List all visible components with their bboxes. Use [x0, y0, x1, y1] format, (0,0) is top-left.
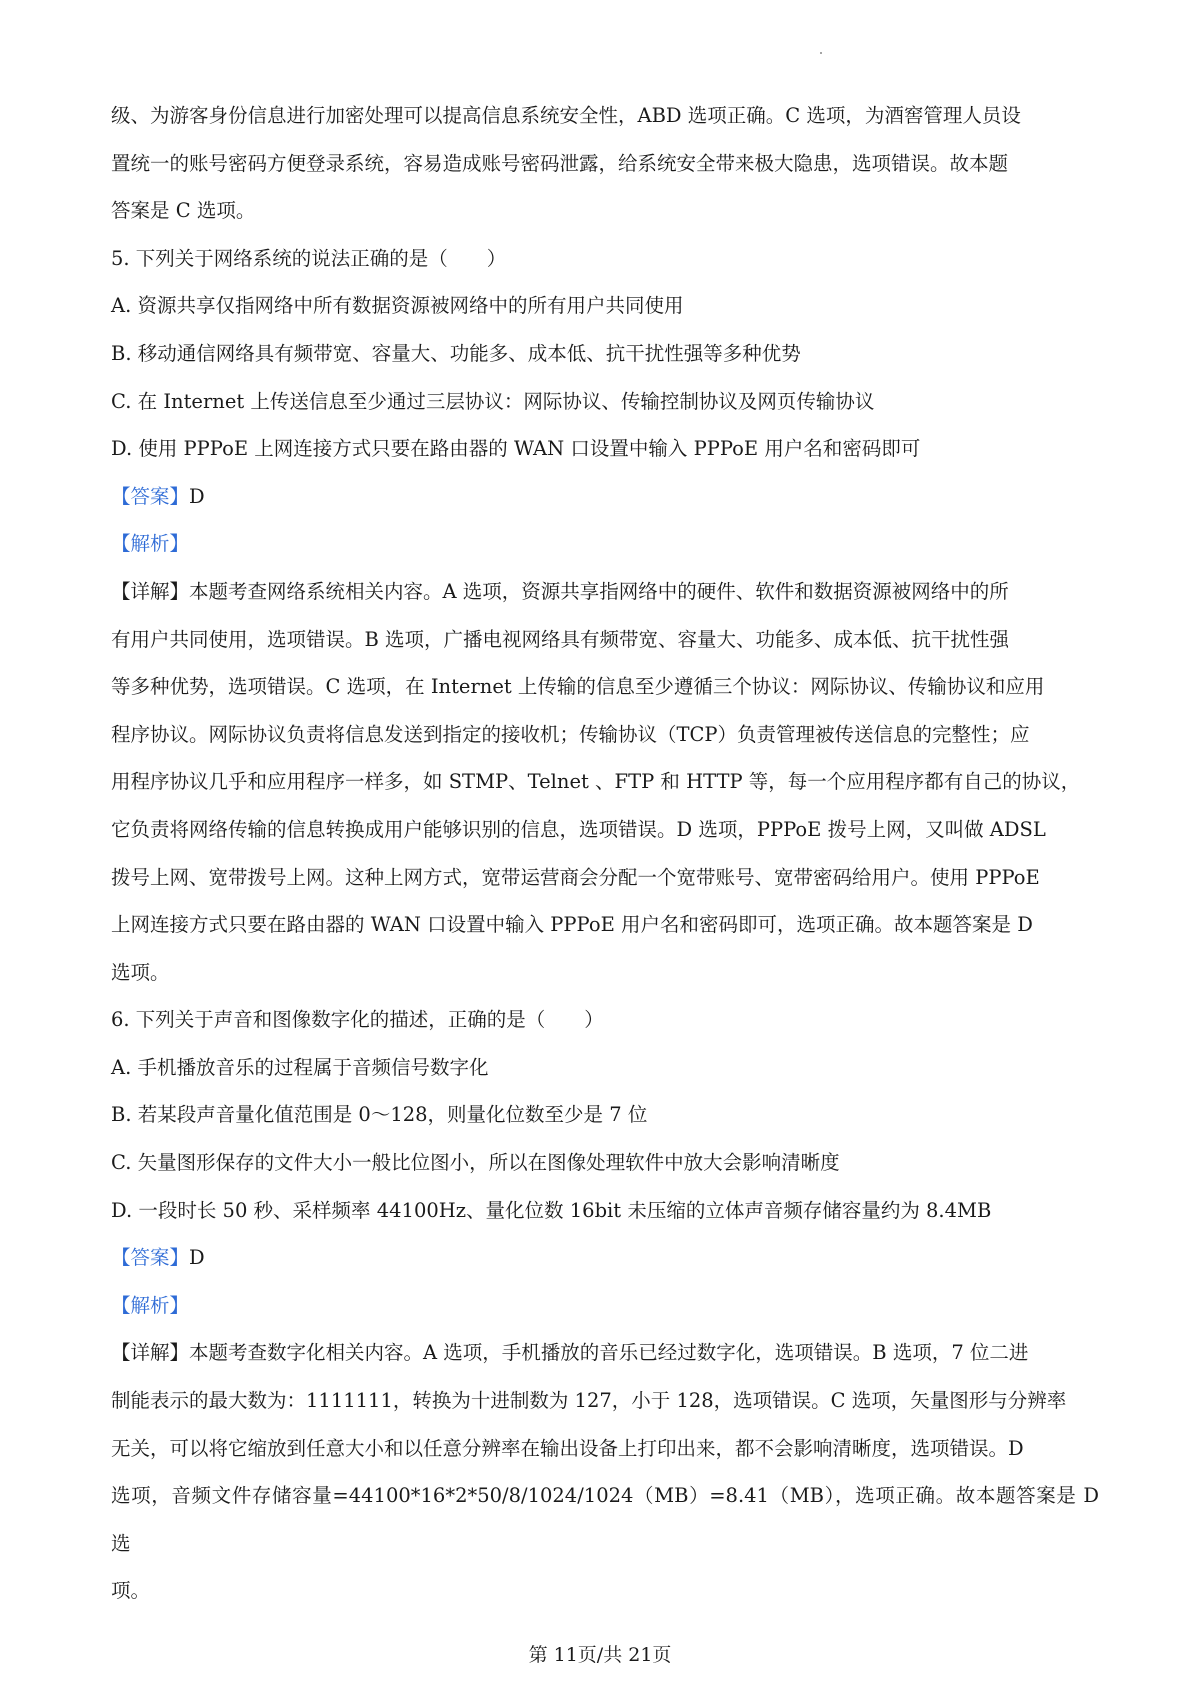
question-6-analysis — [111, 1282, 1099, 1330]
question-6-detail-line: 制能表示的最大数为：1111111，转换为十进制数为 127，小于 128，选项错误。C 选项，矢量图形与分辨率 — [111, 1389, 1067, 1413]
question-5-stem: 5. 下列关于网络系统的说法正确的是（ ） — [111, 246, 507, 270]
question-6-detail-line: 项。 — [111, 1579, 151, 1603]
question-5-detail-line: 选项。 — [111, 960, 170, 984]
detail-label: 【详解】 — [111, 1341, 190, 1365]
question-5-option-d: D. 使用 PPPoE 上网连接方式只要在路由器的 WAN 口设置中输入 PPPoE 用户名和密码即可 — [111, 437, 921, 461]
question-5-detail-line: 用程序协议几乎和应用程序一样多，如 STMP、Telnet 、FTP 和 HTTP 等，每一个应用程序都有自己的协议， — [111, 770, 1081, 794]
detail-text: 本题考查数字化相关内容。A 选项，手机播放的音乐已经过数字化，选项错误。B 选项，7 位二进 — [189, 1341, 1029, 1365]
question-5-option-c: C. 在 Internet 上传送信息至少通过三层协议：网际协议、传输控制协议及网页传输协议 — [111, 389, 875, 413]
question-6-answer — [111, 1234, 1099, 1282]
answer-label: 【答案】 — [111, 484, 190, 508]
detail-label: 【详解】 — [111, 579, 190, 603]
page-content — [111, 92, 1099, 1615]
prev-detail-line: 置统一的账号密码方便登录系统，容易造成账号密码泄露，给系统安全带来极大隐患，选项错误。故本题 — [111, 151, 1009, 175]
question-6-option-c: C. 矢量图形保存的文件大小一般比位图小，所以在图像处理软件中放大会影响清晰度 — [111, 1151, 840, 1175]
analysis-label: 【解析】 — [111, 532, 190, 556]
question-6-option-a: A. 手机播放音乐的过程属于音频信号数字化 — [111, 1055, 489, 1079]
question-5-answer — [111, 473, 1099, 521]
question-6-detail-line: 无关，可以将它缩放到任意大小和以任意分辨率在输出设备上打印出来，都不会影响清晰度，选项错误。D — [111, 1436, 1024, 1460]
question-5-option-b: B. 移动通信网络具有频带宽、容量大、功能多、成本低、抗干扰性强等多种优势 — [111, 341, 801, 365]
scan-speck — [820, 52, 822, 54]
answer-value: D — [189, 1246, 205, 1270]
question-5-option-a: A. 资源共享仅指网络中所有数据资源被网络中的所有用户共同使用 — [111, 294, 684, 318]
page-number: 第 11页/共 21页 — [528, 1644, 672, 1666]
question-5-detail-line: 程序协议。网际协议负责将信息发送到指定的接收机；传输协议（TCP）负责管理被传送信息的完整性；应 — [111, 722, 1030, 746]
question-6-stem: 6. 下列关于声音和图像数字化的描述，正确的是（ ） — [111, 1008, 604, 1032]
analysis-label: 【解析】 — [111, 1293, 190, 1317]
question-5-detail-line: 拨号上网、宽带拨号上网。这种上网方式，宽带运营商会分配一个宽带账号、宽带密码给用户。使用 PPPoE — [111, 865, 1040, 889]
prev-detail-line: 答案是 C 选项。 — [111, 199, 256, 223]
prev-detail-line: 级、为游客身份信息进行加密处理可以提高信息系统安全性，ABD 选项正确。C 选项，为酒窖管理人员设 — [111, 104, 1021, 127]
question-5-detail-line: 它负责将网络传输的信息转换成用户能够识别的信息，选项错误。D 选项，PPPoE 拨号上网，又叫做 ADSL — [111, 817, 1046, 841]
answer-value: D — [189, 484, 205, 508]
detail-text: 本题考查网络系统相关内容。A 选项，资源共享指网络中的硬件、软件和数据资源被网络中的所 — [189, 579, 1009, 603]
question-5-detail-line: 等多种优势，选项错误。C 选项，在 Internet 上传输的信息至少遵循三个协议：网际协议、传输协议和应用 — [111, 675, 1045, 699]
question-5-detail-line: 有用户共同使用，选项错误。B 选项，广播电视网络具有频带宽、容量大、功能多、成本低、抗干扰性强 — [111, 627, 1010, 651]
question-5-analysis — [111, 520, 1099, 568]
answer-label: 【答案】 — [111, 1246, 190, 1270]
question-6-option-d: D. 一段时长 50 秒、采样频率 44100Hz、量化位数 16bit 未压缩的立体声音频存储容量约为 8.4MB — [111, 1198, 992, 1222]
question-5-detail-line: 上网连接方式只要在路由器的 WAN 口设置中输入 PPPoE 用户名和密码即可，选项正确。故本题答案是 D — [111, 913, 1033, 937]
question-6-detail-line: 选项，音频文件存储容量=44100*16*2*50/8/1024/1024（MB）=8.41（MB），选项正确。故本题答案是 D 选 — [111, 1484, 1099, 1555]
question-6-option-b: B. 若某段声音量化值范围是 0～128，则量化位数至少是 7 位 — [111, 1103, 648, 1127]
question-6-detail-line — [111, 1329, 1099, 1377]
question-5-detail-line — [111, 568, 1099, 616]
